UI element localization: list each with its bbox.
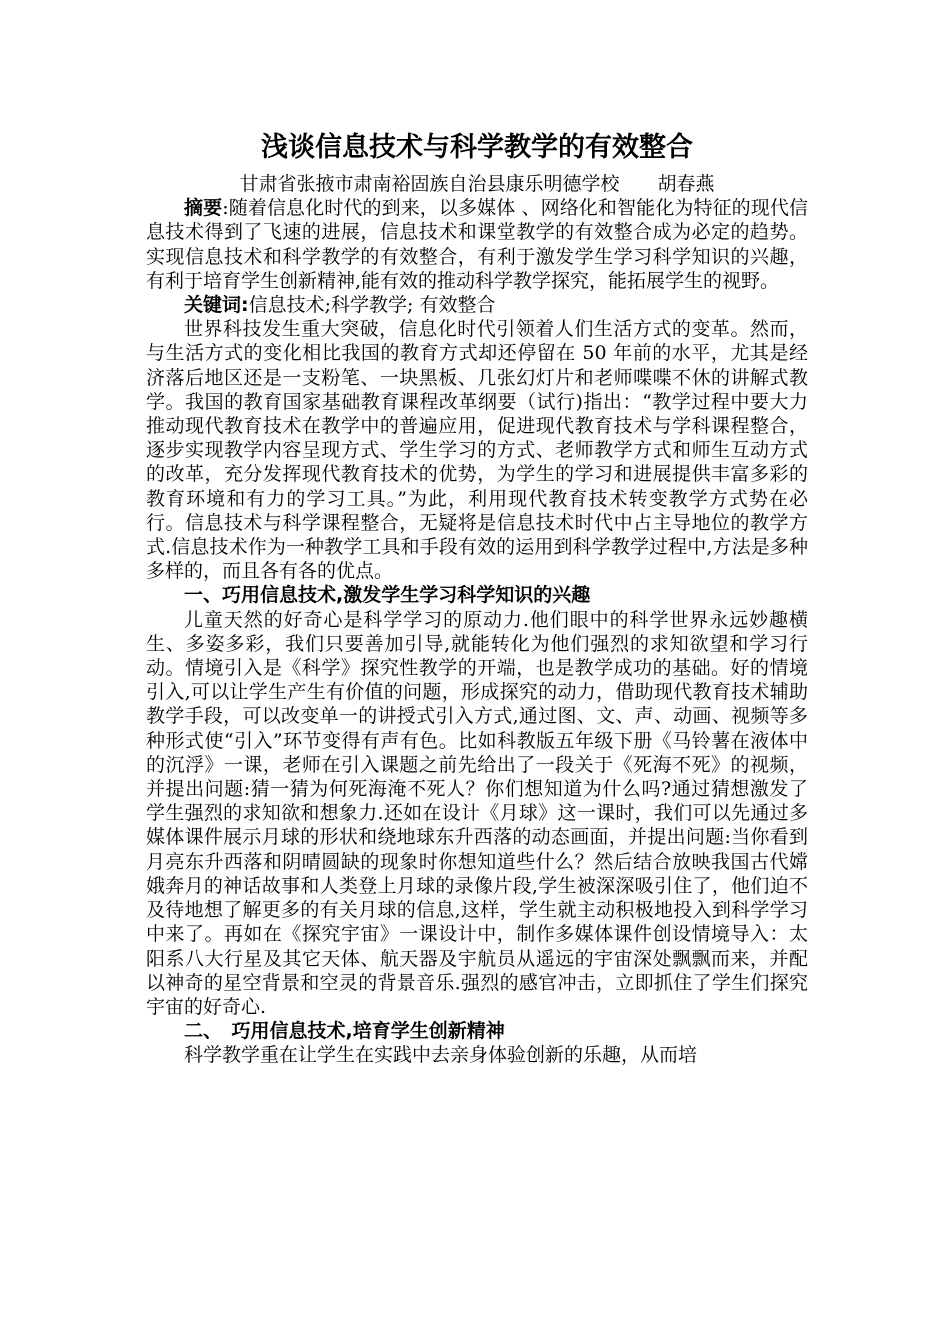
page-title: 浅谈信息技术与科学教学的有效整合 xyxy=(261,132,693,163)
abstract-paragraph xyxy=(146,196,808,293)
section-2-heading: 二、 巧用信息技术,培育学生创新精神 xyxy=(184,1020,505,1043)
section-1-heading: 一、巧用信息技术,激发学生学习科学知识的兴趣 xyxy=(184,584,591,607)
section-1-paragraph: 儿童天然的好奇心是科学学习的原动力.他们眼中的科学世界永远妙趣横生、多姿多彩，我们只要善加引导,就能转化为他们强烈的求知欲望和学习行动。情境引入是《科学》探究性教学的开端，也是教学成功的基础。好的情境引入,可以让学生产生有价值的问题，形成探究的动力，借助现代教育技术辅助教学手段，可以改变单一的讲授式引入方式,通过图、文、声、动画、视频等多种形式使“引入”环节变得有声有色。比如科教版五年级下册《马铃薯在液体中的沉浮》一课，老师在引入课题之前先给出了一段关于《死海不死》的视频，并提出问题:猜一猜为何死海淹不死人？你们想知道为什么吗?通过猜想激发了学生强烈的求知欲和想象力.还如在设计《月球》这一课时，我们可以先通过多媒体课件展示月球的形状和绕地球东升西落的动态画面，并提出问题:当你看到月亮东升西落和阴晴圆缺的现象时你想知道些什么？然后结合放映我国古代嫦娥奔月的神话故事和人类登上月球的录像片段,学生被深深吸引住了，他们迫不及待地想了解更多的有关月球的信息,这样，学生就主动积极地投入到科学学习中来了。再如在《探究宇宙》一课设计中，制作多媒体课件创设情境导入：太阳系八大行星及其它天体、航天器及宇航员从遥远的宇宙深处飘飘而来，并配以神奇的星空背景和空灵的背景音乐.强烈的感官冲击，立即抓住了学生们探究宇宙的好奇心. xyxy=(146,608,808,1018)
author-line: 甘肃省张掖市肃南裕固族自治县康乐明德学校 胡春燕 xyxy=(239,173,715,195)
keywords-label: 关键词: xyxy=(184,294,249,317)
section-2-paragraph: 科学教学重在让学生在实践中去亲身体验创新的乐趣，从而培 xyxy=(184,1044,698,1067)
abstract-text: :随着信息化时代的到来，以多媒体 、网络化和智能化为特征的现代信息技术得到了飞速的进展，信息技术和课堂教学的有效整合成为必定的趋势。实现信息技术和科学教学的有效整合，有利于激发学生学习科学知识的兴趣，有利于培育学生创新精神,能有效的推动科学教学探究，能拓展学生的视野。 xyxy=(146,197,808,292)
keywords-text: 信息技术;科学教学; 有效整合 xyxy=(248,294,496,317)
document-page xyxy=(146,128,808,1068)
keywords-paragraph xyxy=(146,293,808,317)
abstract-label: 摘要 xyxy=(184,197,223,220)
intro-paragraph: 世界科技发生重大突破，信息化时代引领着人们生活方式的变革。然而，与生活方式的变化相比我国的教育方式却还停留在 50 年前的水平，尤其是经济落后地区还是一支粉笔、一块黑板、几张幻灯片和老师喋喋不休的讲解式教学。我国的教育国家基础教育课程改革纲要（试行)指出：“教学过程中要大力推动现代教育技术在教学中的普遍应用，促进现代教育技术与学科课程整合，逐步实现教学内容呈现方式、学生学习的方式、老师教学方式和师生互动方式的改革，充分发挥现代教育技术的优势，为学生的学习和进展提供丰富多彩的教育环境和有力的学习工具。”为此，利用现代教育技术转变教学方式势在必行。信息技术与科学课程整合，无疑将是信息技术时代中占主导地位的教学方式.信息技术作为一种教学工具和手段有效的运用到科学教学过程中,方法是多种多样的，而且各有各的优点。 xyxy=(146,318,808,583)
